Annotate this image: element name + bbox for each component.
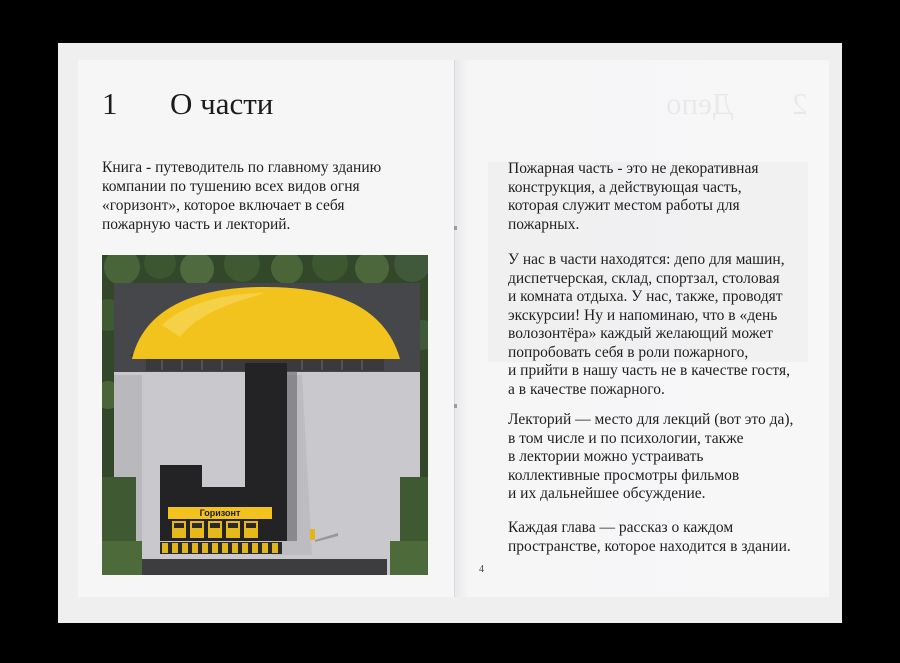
hazard-stripes [160, 542, 282, 554]
chapter-heading [102, 86, 273, 122]
staple-top [454, 226, 457, 230]
paragraph-fire-station [508, 160, 818, 234]
text-line: и их дальнейшее обсуждение. [508, 485, 706, 502]
intro-line: Книга - путеводитель по главному зданию [102, 159, 382, 176]
text-line: в лектории можно устраивать [508, 448, 704, 465]
garage-doors [172, 521, 258, 538]
text-line: коллективные просмотры фильмов [508, 466, 740, 484]
hedge-left [102, 477, 136, 541]
text-line: а в качестве пожарного. [508, 380, 665, 398]
text-line: и комната отдыха. У нас, также, проводят [508, 288, 783, 305]
text-line: попробовать себя в роли пожарного, [508, 343, 749, 361]
paragraph-chapters [508, 519, 818, 556]
building-illustration [102, 255, 428, 575]
sign-text: Горизонт [199, 508, 241, 518]
text-line: пространстве, которое находится в здании. [508, 537, 791, 555]
paragraph-lecture-hall [508, 411, 818, 504]
paragraph-facilities [508, 251, 818, 399]
text-line: У нас в части находятся: депо для машин, [508, 251, 785, 268]
bleed-through-title: Депо [666, 86, 734, 121]
intro-paragraph [102, 158, 422, 234]
text-line: пожарных. [508, 215, 580, 233]
text-line: Лекторий — место для лекций (вот это да), [508, 411, 794, 428]
fire-hydrant [310, 529, 315, 540]
text-line: которая служит местом работы для [508, 197, 740, 214]
text-line: волозонтёра» каждый желающий может [508, 325, 773, 342]
text-line: Каждая глава — рассказ о каждом [508, 519, 734, 536]
text-line: диспетчерская, склад, спортзал, столовая [508, 269, 780, 287]
chapter-number: 1 [102, 86, 118, 121]
road [142, 559, 387, 575]
staple-bottom [454, 404, 457, 408]
text-line: в том числе и по психологии, также [508, 429, 744, 447]
hedge-right [400, 477, 428, 541]
text-line: экскурсии! Ну и напоминаю, что в «день [508, 306, 778, 324]
text-line: конструкция, а действующая часть, [508, 178, 742, 196]
intro-line: «горизонт», которое включает в себя [102, 197, 345, 214]
text-line: Пожарная часть - это не декоративная [508, 160, 759, 177]
intro-line: пожарную часть и лекторий. [102, 216, 291, 233]
bleed-through-number: 2 [792, 86, 808, 121]
chapter-title: О части [170, 86, 274, 121]
page-number: 4 [479, 564, 484, 575]
intro-line: компании по тушению всех видов огня [102, 178, 360, 195]
text-line: и прийти в нашу часть не в качестве гостя, [508, 362, 791, 379]
